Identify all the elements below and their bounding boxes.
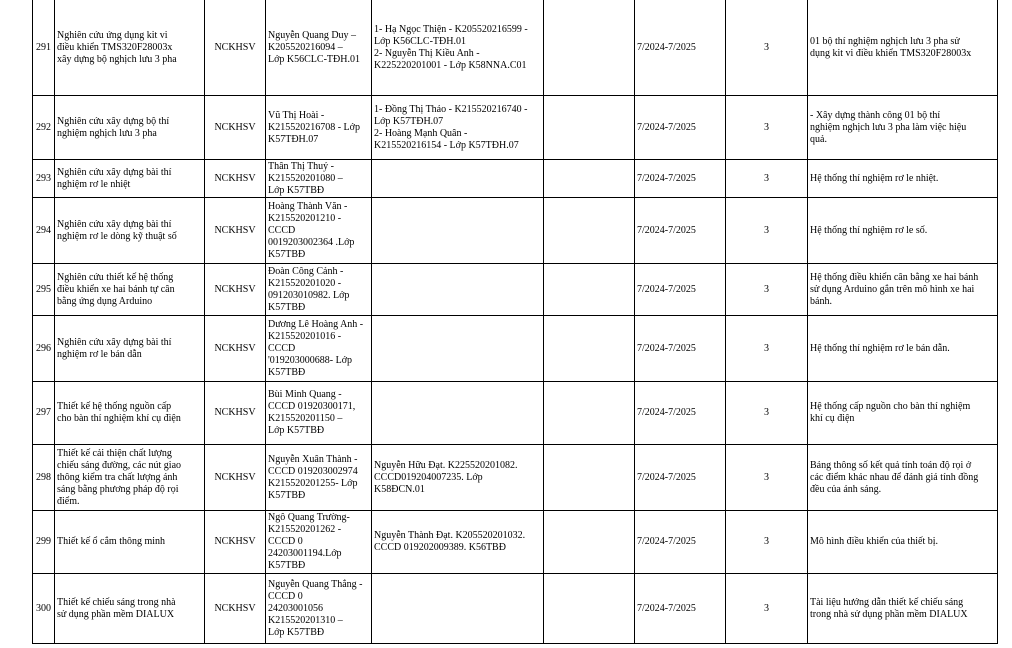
- row-number: 297: [33, 382, 55, 445]
- row-number: 293: [33, 160, 55, 198]
- duration-count: 3: [726, 198, 808, 264]
- member-students: 1- Hạ Ngọc Thiện - K205520216599 - Lớp K56CLC-TĐH.01 2- Nguyễn Thị Kiều Anh - K225220201001 - Lớp K58NNA.C01: [372, 0, 544, 96]
- member-students: [372, 198, 544, 264]
- member-students: [372, 574, 544, 644]
- table-row: [33, 316, 998, 382]
- table-row: [33, 96, 998, 160]
- empty-cell: [544, 316, 635, 382]
- table-row: [33, 445, 998, 511]
- project-title: Nghiên cứu xây dựng bài thí nghiệm rơ le dòng kỹ thuật số: [55, 198, 205, 264]
- member-students: [372, 160, 544, 198]
- duration-count: 3: [726, 316, 808, 382]
- project-title: Nghiên cứu ứng dụng kit vi điều khiển TMS320F28003x xây dựng bộ nghịch lưu 3 pha: [55, 0, 205, 96]
- table-row: [33, 264, 998, 316]
- duration-count: 3: [726, 0, 808, 96]
- project-title: Thiết kế ổ cắm thông minh: [55, 511, 205, 574]
- empty-cell: [544, 511, 635, 574]
- lead-student: Nguyễn Quang Duy – K205520216094 – Lớp K56CLC-TĐH.01: [266, 0, 372, 96]
- empty-cell: [544, 198, 635, 264]
- duration-count: 3: [726, 264, 808, 316]
- member-students: [372, 264, 544, 316]
- empty-cell: [544, 160, 635, 198]
- research-projects-table: [32, 0, 998, 644]
- time-period: 7/2024-7/2025: [635, 316, 726, 382]
- lead-student: Hoàng Thành Văn - K215520201210 - CCCD 0019203002364 .Lớp K57TBĐ: [266, 198, 372, 264]
- expected-product: Bảng thông số kết quả tính toán độ rọi ở các điểm khác nhau để đánh giá tính đồng đều của ánh sáng.: [808, 445, 998, 511]
- member-students: [372, 316, 544, 382]
- member-students: Nguyễn Thành Đạt. K205520201032. CCCD 019202009389. K56TBĐ: [372, 511, 544, 574]
- duration-count: 3: [726, 96, 808, 160]
- row-number: 296: [33, 316, 55, 382]
- project-title: Thiết kế chiếu sáng trong nhà sử dụng phần mềm DIALUX: [55, 574, 205, 644]
- empty-cell: [544, 264, 635, 316]
- project-type: NCKHSV: [205, 160, 266, 198]
- duration-count: 3: [726, 382, 808, 445]
- table-row: [33, 574, 998, 644]
- project-type: NCKHSV: [205, 316, 266, 382]
- project-type: NCKHSV: [205, 96, 266, 160]
- empty-cell: [544, 96, 635, 160]
- row-number: 291: [33, 0, 55, 96]
- row-number: 298: [33, 445, 55, 511]
- project-type: NCKHSV: [205, 445, 266, 511]
- duration-count: 3: [726, 160, 808, 198]
- time-period: 7/2024-7/2025: [635, 198, 726, 264]
- duration-count: 3: [726, 511, 808, 574]
- time-period: 7/2024-7/2025: [635, 160, 726, 198]
- project-title: Nghiên cứu xây dựng bài thí nghiệm rơ le nhiệt: [55, 160, 205, 198]
- row-number: 299: [33, 511, 55, 574]
- project-type: NCKHSV: [205, 0, 266, 96]
- expected-product: Hệ thống điều khiển cân bằng xe hai bánh sử dụng Arduino gắn trên mô hình xe hai bánh.: [808, 264, 998, 316]
- empty-cell: [544, 382, 635, 445]
- time-period: 7/2024-7/2025: [635, 382, 726, 445]
- project-type: NCKHSV: [205, 511, 266, 574]
- row-number: 292: [33, 96, 55, 160]
- duration-count: 3: [726, 445, 808, 511]
- empty-cell: [544, 574, 635, 644]
- project-title: Nghiên cứu xây dựng bài thí nghiệm rơ le bán dẫn: [55, 316, 205, 382]
- member-students: [372, 382, 544, 445]
- expected-product: Hệ thống cấp nguồn cho bàn thí nghiệm khí cụ điện: [808, 382, 998, 445]
- row-number: 294: [33, 198, 55, 264]
- project-type: NCKHSV: [205, 574, 266, 644]
- lead-student: Vũ Thị Hoài - K215520216708 - Lớp K57TĐH.07: [266, 96, 372, 160]
- duration-count: 3: [726, 574, 808, 644]
- project-type: NCKHSV: [205, 382, 266, 445]
- row-number: 295: [33, 264, 55, 316]
- member-students: Nguyễn Hữu Đạt. K225520201082. CCCD019204007235. Lớp K58ĐCN.01: [372, 445, 544, 511]
- table-row: [33, 198, 998, 264]
- time-period: 7/2024-7/2025: [635, 511, 726, 574]
- time-period: 7/2024-7/2025: [635, 574, 726, 644]
- expected-product: Tài liệu hướng dẫn thiết kế chiếu sáng trong nhà sử dụng phần mềm DIALUX: [808, 574, 998, 644]
- project-title: Thiết kế hệ thống nguồn cấp cho bàn thí nghiệm khí cụ điện: [55, 382, 205, 445]
- expected-product: 01 bộ thí nghiệm nghịch lưu 3 pha sử dụng kit vi điều khiển TMS320F28003x: [808, 0, 998, 96]
- project-type: NCKHSV: [205, 198, 266, 264]
- member-students: 1- Đồng Thị Thảo - K215520216740 - Lớp K57TĐH.07 2- Hoàng Mạnh Quân - K215520216154 - Lớp K57TĐH.07: [372, 96, 544, 160]
- table-row: [33, 160, 998, 198]
- lead-student: Nguyễn Quang Thắng - CCCD 0 24203001056 K215520201310 – Lớp K57TBĐ: [266, 574, 372, 644]
- row-number: 300: [33, 574, 55, 644]
- expected-product: Hệ thống thí nghiệm rơ le nhiệt.: [808, 160, 998, 198]
- table-row: [33, 0, 998, 96]
- expected-product: Hệ thống thí nghiệm rơ le số.: [808, 198, 998, 264]
- time-period: 7/2024-7/2025: [635, 96, 726, 160]
- empty-cell: [544, 0, 635, 96]
- lead-student: Nguyễn Xuân Thành - CCCD 019203002974 K215520201255- Lớp K57TBĐ: [266, 445, 372, 511]
- time-period: 7/2024-7/2025: [635, 0, 726, 96]
- project-title: Nghiên cứu xây dựng bộ thí nghiệm nghịch lưu 3 pha: [55, 96, 205, 160]
- lead-student: Bùi Minh Quang - CCCD 01920300171, K215520201150 – Lớp K57TBĐ: [266, 382, 372, 445]
- lead-student: Thân Thị Thuý - K215520201080 – Lớp K57TBĐ: [266, 160, 372, 198]
- expected-product: - Xây dựng thành công 01 bộ thí nghiệm nghịch lưu 3 pha làm việc hiệu quả.: [808, 96, 998, 160]
- empty-cell: [544, 445, 635, 511]
- project-title: Nghiên cứu thiết kế hệ thống điều khiển xe hai bánh tự cân bằng ứng dụng Arduino: [55, 264, 205, 316]
- expected-product: Mô hình điều khiển của thiết bị.: [808, 511, 998, 574]
- time-period: 7/2024-7/2025: [635, 264, 726, 316]
- lead-student: Ngô Quang Trường- K215520201262 - CCCD 0 24203001194.Lớp K57TBĐ: [266, 511, 372, 574]
- time-period: 7/2024-7/2025: [635, 445, 726, 511]
- lead-student: Dương Lê Hoàng Anh - K215520201016 - CCCD '019203000688- Lớp K57TBĐ: [266, 316, 372, 382]
- project-title: Thiết kế cải thiện chất lượng chiếu sáng đường, các nút giao thông kiểm tra chất lượng ánh sáng bằng phương pháp độ rọi điểm.: [55, 445, 205, 511]
- project-type: NCKHSV: [205, 264, 266, 316]
- table-row: [33, 382, 998, 445]
- expected-product: Hệ thống thí nghiệm rơ le bán dẫn.: [808, 316, 998, 382]
- table-row: [33, 511, 998, 574]
- lead-student: Đoàn Công Cảnh - K215520201020 - 091203010982. Lớp K57TBĐ: [266, 264, 372, 316]
